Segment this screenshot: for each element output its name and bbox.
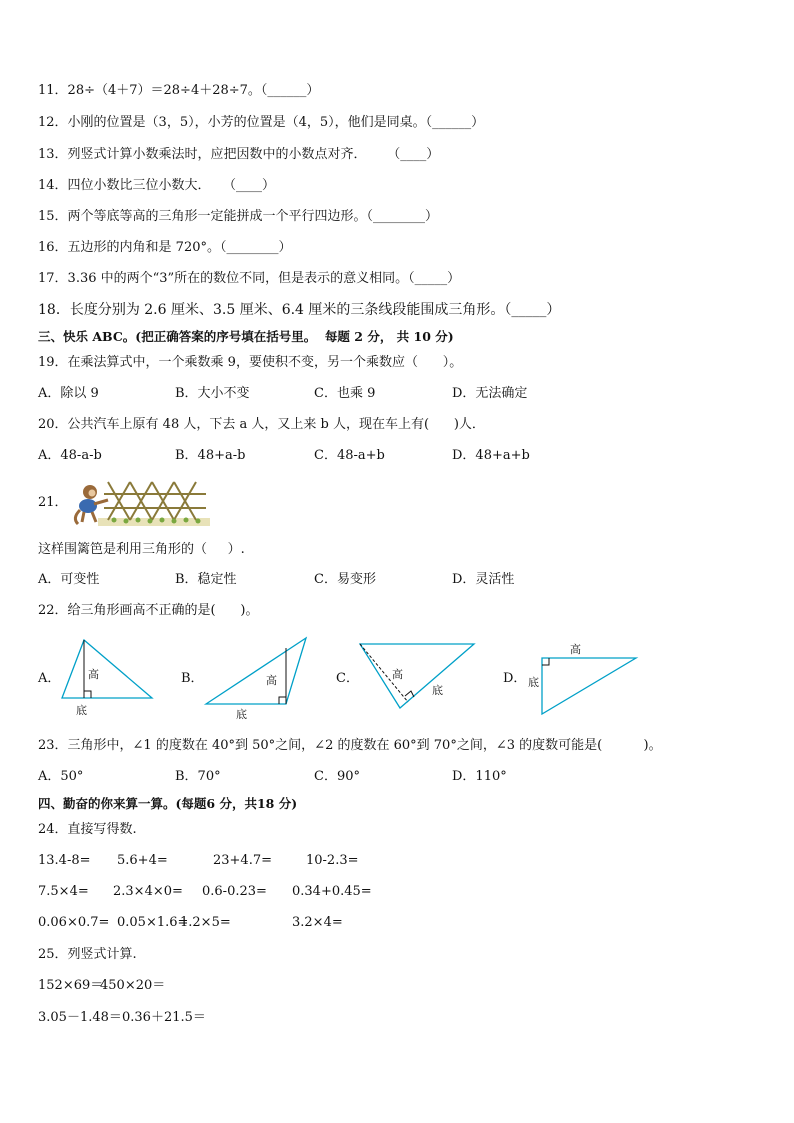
calc-item: 13.4-8=: [38, 853, 91, 868]
calc-item: 450×20＝: [100, 978, 166, 993]
calc-item: 5.6+4=: [117, 853, 168, 868]
calc-item: 0.34+0.45=: [292, 884, 372, 899]
question-22-option-a[interactable]: A．: [38, 671, 61, 686]
triangle-c: [356, 640, 480, 716]
section-4-title: 四、勤奋的你来算一算。(每题6 分，共18 分): [38, 796, 298, 811]
question-16: 16．五边形的内角和是 720°。（________）: [38, 240, 292, 255]
triangle-b-base-label: 底: [236, 708, 247, 721]
question-22-stem: 22．给三角形画高不正确的是( )。: [38, 603, 259, 618]
question-22-option-d[interactable]: D．: [503, 671, 527, 686]
calc-item: 0.6-0.23=: [202, 884, 267, 899]
question-20-option-c[interactable]: C．48-a+b: [314, 448, 385, 463]
question-20-stem: 20．公共汽车上原有 48 人，下去 a 人，又上来 b 人，现在车上有( )人．: [38, 417, 485, 432]
question-22-option-c[interactable]: C．: [336, 671, 359, 686]
question-21-option-d[interactable]: D．灵活性: [452, 572, 515, 587]
question-21-stem: 这样围篱笆是利用三角形的（ ）.: [38, 542, 245, 557]
fence-lattice: [104, 482, 206, 520]
triangle-d: [524, 640, 644, 718]
question-23-option-c[interactable]: C．90°: [314, 769, 360, 784]
triangle-c-height-label: 高: [392, 668, 403, 681]
triangle-b: [202, 634, 312, 722]
question-21-option-b[interactable]: B．稳定性: [175, 572, 237, 587]
triangle-a: [58, 636, 158, 718]
calc-item: 10-2.3=: [306, 853, 359, 868]
question-20-option-d[interactable]: D．48+a+b: [452, 448, 530, 463]
question-23-option-b[interactable]: B．70°: [175, 769, 221, 784]
question-11: 11．28÷（4＋7）＝28÷4＋28÷7。（______）: [38, 83, 320, 98]
question-21-option-c[interactable]: C．易变形: [314, 572, 376, 587]
calc-item: 2.3×4×0=: [113, 884, 183, 899]
question-25-stem: 25．列竖式计算.: [38, 947, 137, 962]
calc-item: 0.06×0.7=: [38, 915, 110, 930]
fence-illustration: [68, 474, 212, 530]
question-22-option-b[interactable]: B．: [181, 671, 204, 686]
question-19-option-d[interactable]: D．无法确定: [452, 386, 528, 401]
question-23-option-d[interactable]: D．110°: [452, 769, 507, 784]
triangle-a-base-label: 底: [76, 704, 87, 717]
question-20-option-b[interactable]: B．48+a-b: [175, 448, 246, 463]
question-19-option-c[interactable]: C．也乘 9: [314, 386, 376, 401]
question-12: 12．小刚的位置是（3，5），小芳的位置是（4，5），他们是同桌。（______）: [38, 115, 485, 130]
question-24-stem: 24．直接写得数.: [38, 822, 137, 837]
calc-item: 3.2×4=: [292, 915, 343, 930]
calc-item: 23+4.7=: [213, 853, 273, 868]
question-14: 14．四位小数比三位小数大． （____）: [38, 178, 275, 193]
question-17: 17．3.36 中的两个“3”所在的数位不同，但是表示的意义相同。（_____）: [38, 271, 461, 286]
question-23-option-a[interactable]: A．50°: [38, 769, 84, 784]
calc-item: 0.05×1.6=: [117, 915, 189, 930]
question-19-option-a[interactable]: A．除以 9: [38, 386, 99, 401]
question-18: 18．长度分别为 2.6 厘米、3.5 厘米、6.4 厘米的三条线段能围成三角形。（_____）: [38, 302, 561, 318]
triangle-c-base-label: 底: [432, 684, 443, 697]
question-21-number: 21．: [38, 495, 68, 510]
question-15: 15．两个等底等高的三角形一定能拼成一个平行四边形。（________）: [38, 209, 439, 224]
calc-item: 0.36＋21.5＝: [122, 1010, 206, 1025]
question-21-option-a[interactable]: A．可变性: [38, 572, 100, 587]
question-20-option-a[interactable]: A．48-a-b: [38, 448, 102, 463]
question-23-stem: 23．三角形中，∠1 的度数在 40°到 50°之间，∠2 的度数在 60°到 70°之间，∠3 的度数可能是( )。: [38, 738, 662, 753]
triangle-a-height-label: 高: [88, 668, 99, 681]
triangle-b-height-label: 高: [266, 674, 277, 687]
calc-item: 3.05－1.48＝: [38, 1010, 122, 1025]
triangle-d-height-label: 高: [570, 643, 581, 656]
calc-item: 1.2×5=: [180, 915, 231, 930]
question-13: 13．列竖式计算小数乘法时，应把因数中的小数点对齐． （____）: [38, 147, 440, 162]
calc-item: 7.5×4=: [38, 884, 89, 899]
question-19-stem: 19．在乘法算式中，一个乘数乘 9，要使积不变，另一个乘数应（ ）。: [38, 355, 463, 370]
question-19-option-b[interactable]: B．大小不变: [175, 386, 250, 401]
triangle-d-base-label: 底: [528, 676, 539, 689]
calc-item: 152×69＝: [38, 978, 104, 993]
section-3-title: 三、快乐 ABC。(把正确答案的序号填在括号里。 每题 2 分， 共 10 分): [38, 329, 454, 344]
